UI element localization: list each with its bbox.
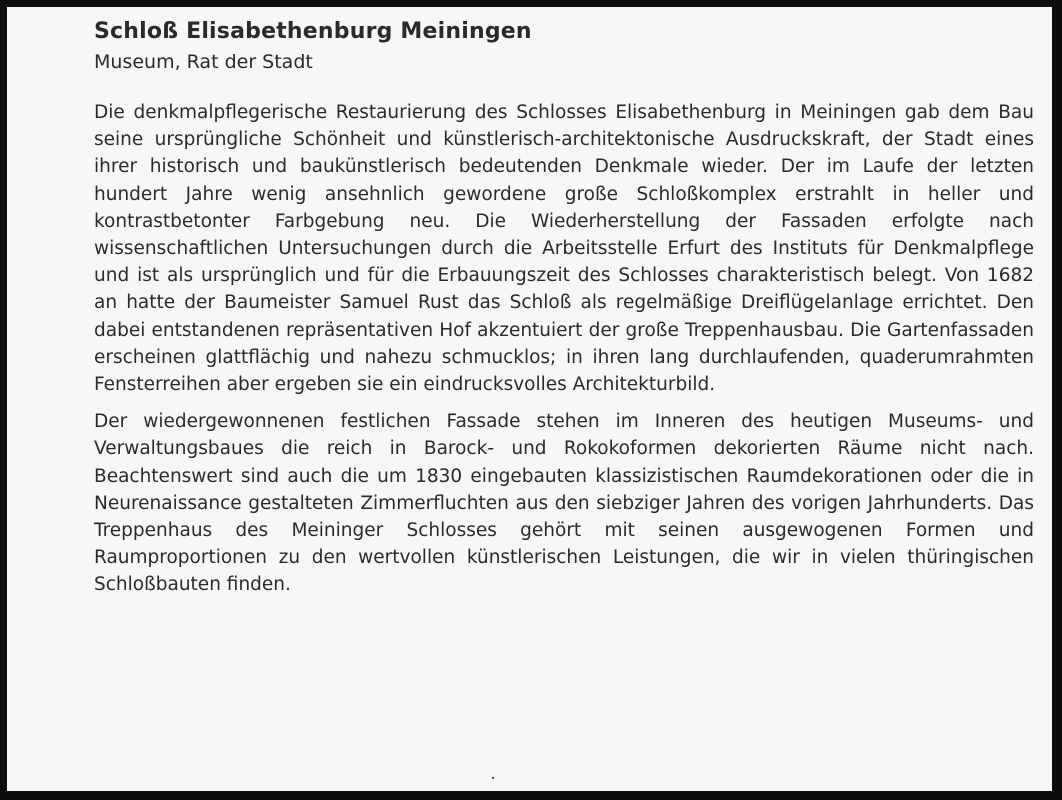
page-subtitle: Museum, Rat der Stadt [94, 51, 313, 73]
print-speck [492, 777, 494, 779]
postcard-back [7, 7, 1052, 791]
text-block [94, 15, 1034, 599]
body-paragraph-2: Der wiedergewonnenen festlichen Fassade stehen im Inneren des heutigen Museums- und Verwaltungsbaues die reich in Barock- und Rokokoformen dekorierten Räume nicht nach. Beachtenswert sind auch die um 1830 eingebauten klassizistischen Raumdekorationen oder die in Neurenaissance gestalteten Zimmerfluchten aus den siebziger Jahren des vorigen Jahrhunderts. Das Treppenhaus des Meininger Schlosses gehört mit seinen ausgewogenen Formen und Raumproportionen zu den wertvollen künstlerischen Leistungen, die wir in vielen thüringischen Schloßbauten finden. [94, 411, 1034, 596]
page-title: Schloß Elisabethenburg Meiningen [94, 19, 532, 44]
body-paragraph-1: Die denkmalpflegerische Restaurierung des Schlosses Elisabethenburg in Meiningen gab dem Bau seine ursprüngliche Schönheit und künstlerisch-architektonische Ausdruckskraft, der Stadt eines ihrer historisch und baukünstlerisch bedeutenden Denkmale wieder. Der im Laufe der letzten hundert Jahre wenig ansehnlich gewordene große Schloßkomplex erstrahlt in heller und kontrastbetonter Farbgebung neu. Die Wiederherstellung der Fassaden erfolgte nach wissenschaftlichen Untersuchungen durch die Arbeitsstelle Erfurt des Instituts für Denkmalpflege und ist als ursprünglich und für die Erbauungszeit des Schlosses charakteristisch belegt. Von 1682 an hatte der Baumeister Samuel Rust das Schloß als regelmäßige Dreiflügelanlage errichtet. Den dabei entstandenen repräsentativen Hof akzentuiert der große Treppenhausbau. Die Gartenfassaden erscheinen glattflächig und nahezu schmucklos; in ihren lang durchlaufenden, quaderumrahmten Fensterreihen aber ergeben sie ein eindrucksvolles Architekturbild. [94, 102, 1034, 396]
